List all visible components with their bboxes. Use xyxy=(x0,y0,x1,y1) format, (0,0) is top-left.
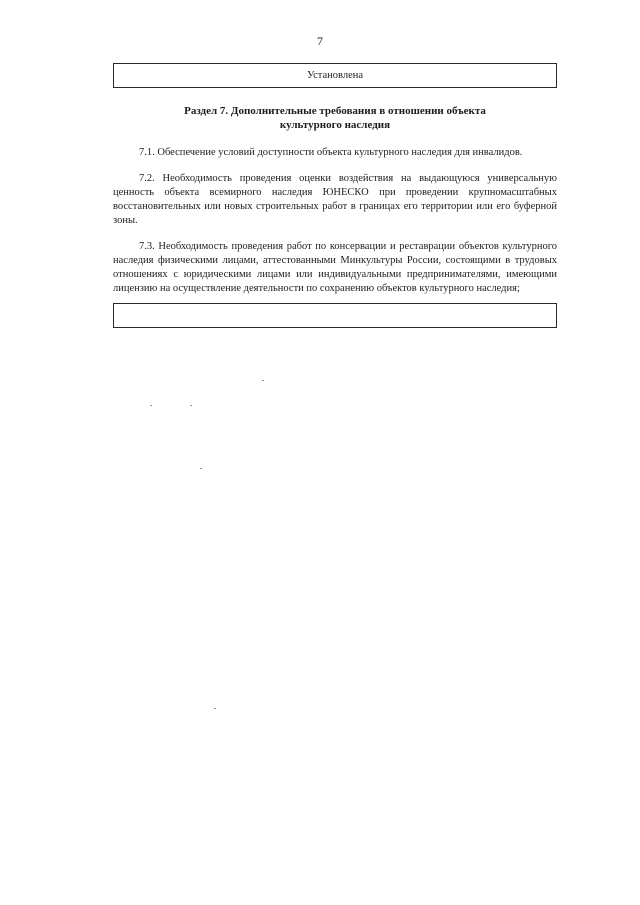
scan-speck xyxy=(200,468,202,469)
page-number: 7 xyxy=(317,34,323,48)
empty-box xyxy=(113,303,557,328)
status-text: Установлена xyxy=(306,70,364,81)
section-title-line-2: культурного наследия xyxy=(279,119,391,131)
scan-speck xyxy=(150,405,152,406)
section-title xyxy=(113,104,557,132)
paragraph-7-1: 7.1. Обеспечение условий доступности объекта культурного наследия для инвалидов. xyxy=(139,147,523,158)
status-box xyxy=(113,63,557,88)
section-title-line-1: Раздел 7. Дополнительные требования в отношении объекта xyxy=(184,105,486,117)
scan-speck xyxy=(262,380,264,381)
paragraph-7-2: 7.2. Необходимость проведения оценки воздействия на выдающуюся универсальную ценность объекта всемирного наследия ЮНЕСКО при проведении крупномасштабных восстановительных или новых строительных работ в границах его территории или его буферной зоны. xyxy=(113,173,557,226)
scan-speck xyxy=(214,708,216,709)
scan-speck xyxy=(190,405,192,406)
paragraph-7-3: 7.3. Необходимость проведения работ по консервации и реставрации объектов культурного наследия физическими лицами, аттестованными Минкультуры России, состоящими в трудовых отношениях с юридическими лицами или индивидуальными предпринимателями, имеющими лицензию на осуществление деятельности по сохранению объектов культурного наследия; xyxy=(113,241,557,294)
